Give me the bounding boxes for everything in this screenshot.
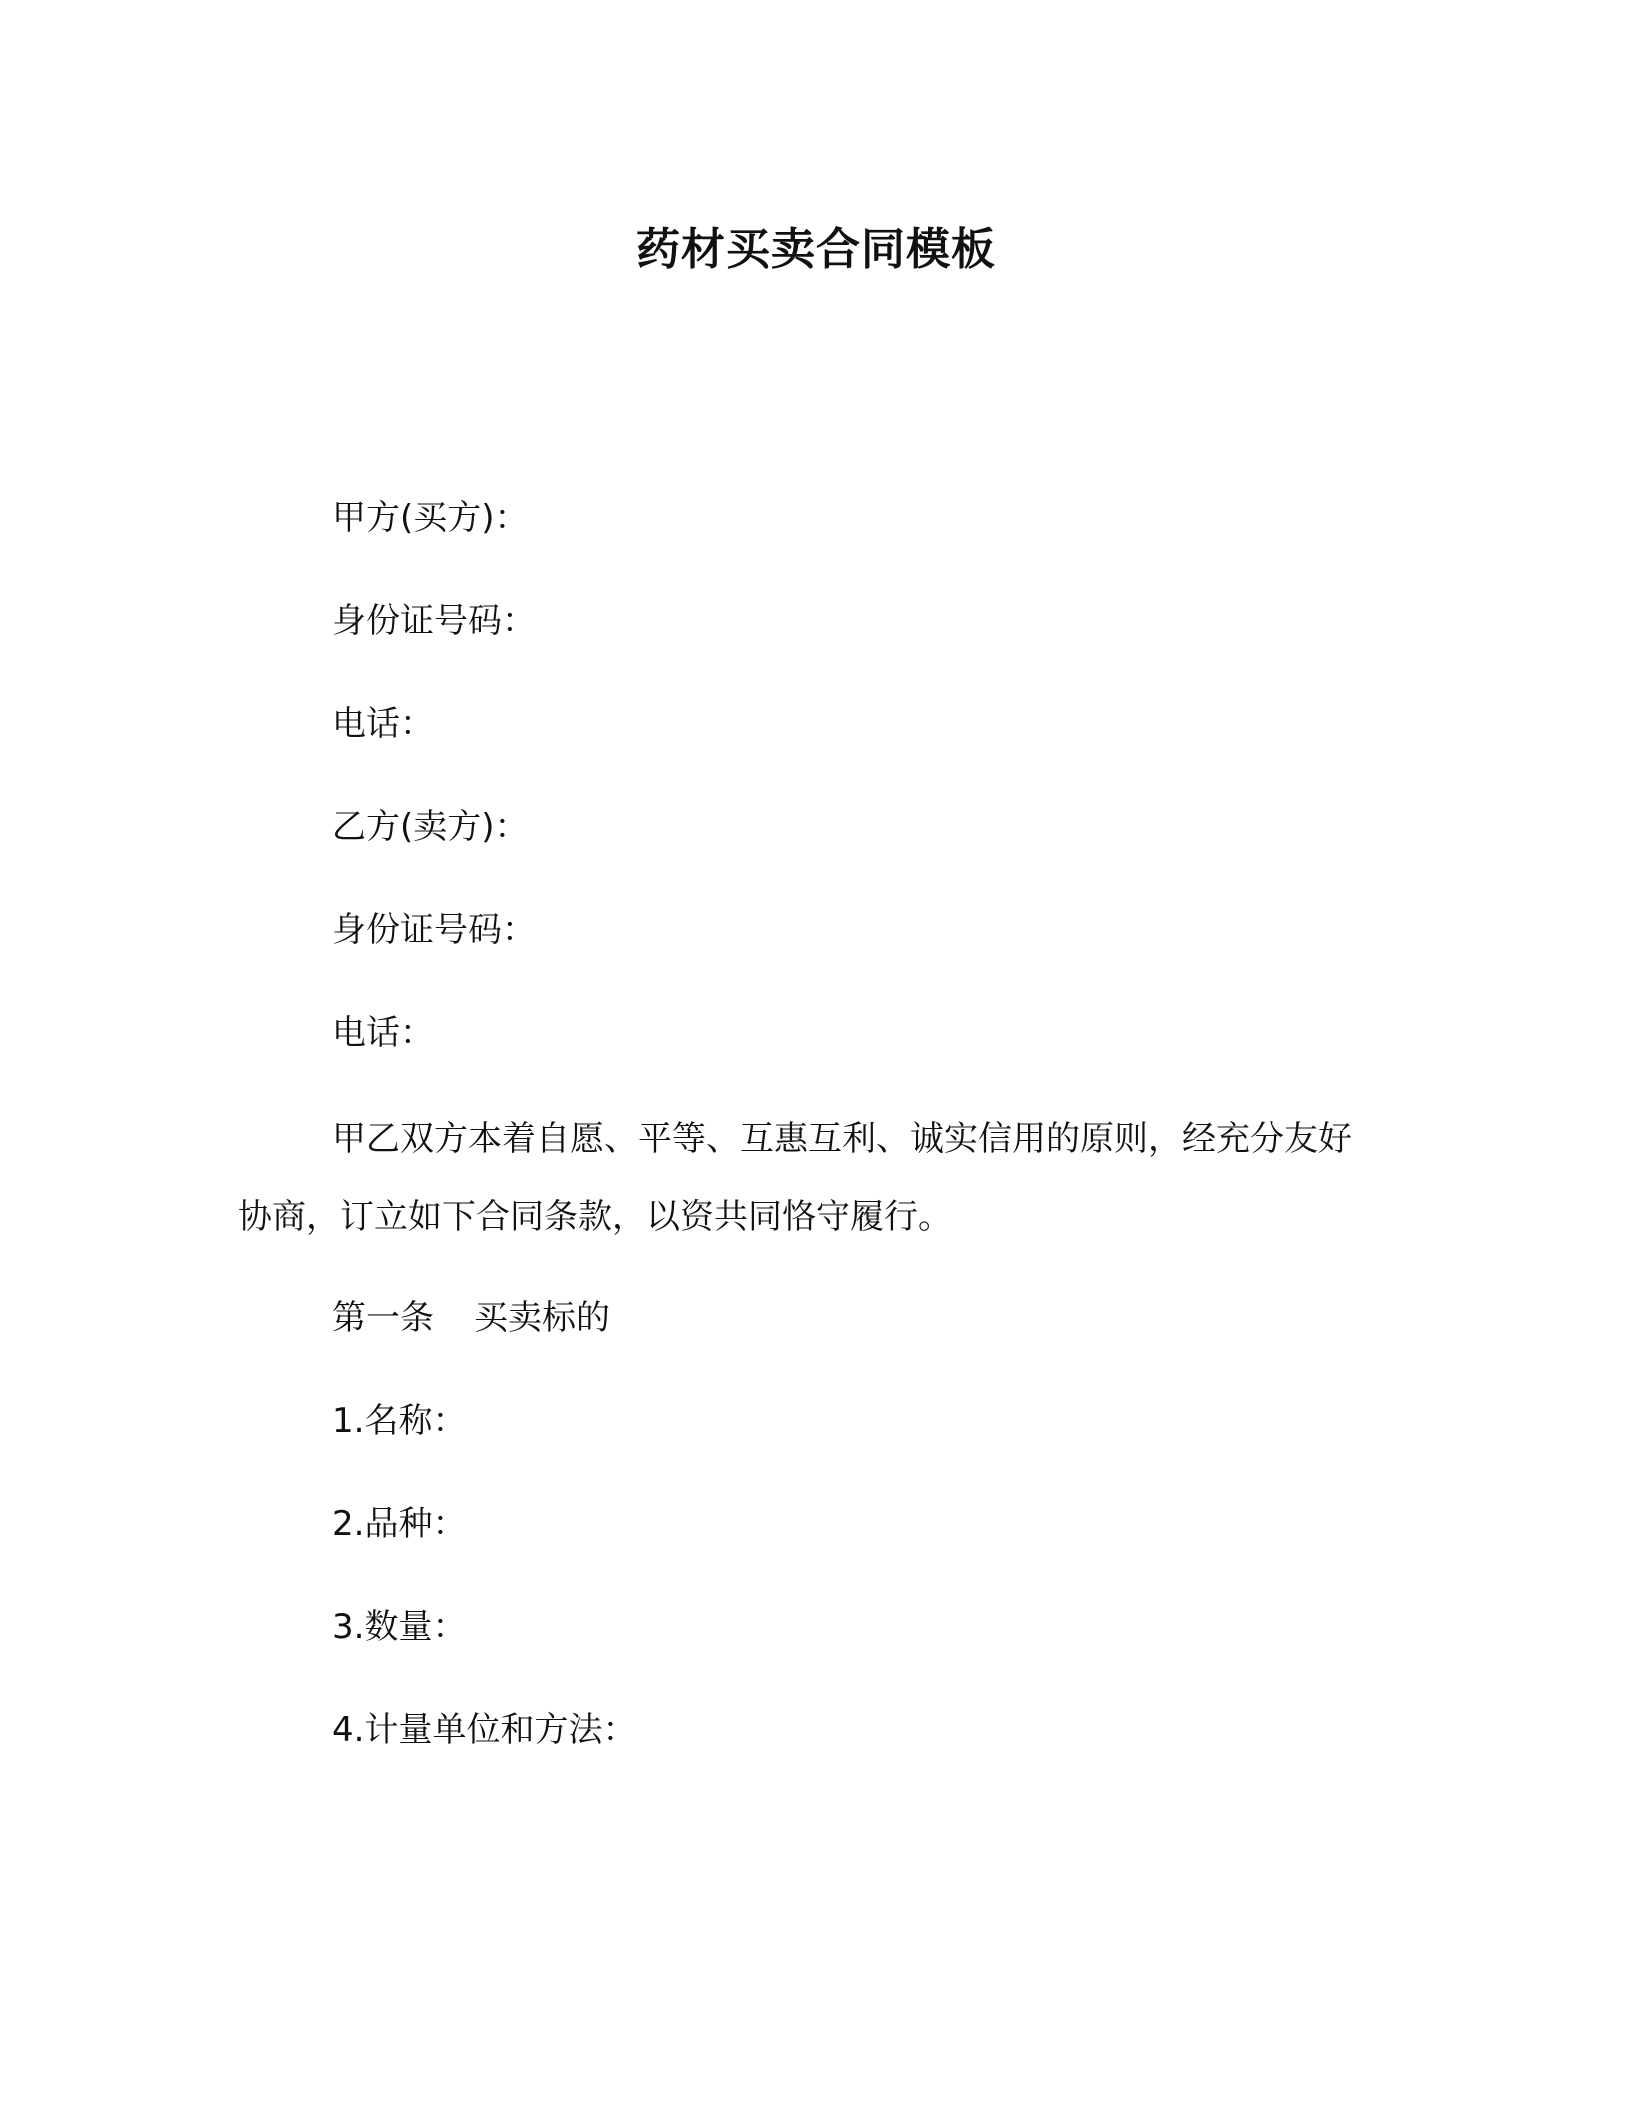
party-a-label: 甲方(买方)：: [332, 498, 529, 538]
item-quantity-label: 3.数量：: [332, 1607, 467, 1647]
party-b-id-label: 身份证号码：: [332, 910, 536, 950]
party-a-id-label: 身份证号码：: [332, 601, 536, 641]
document-title: 药材买卖合同模板: [636, 224, 996, 275]
article-1-title: 买卖标的: [474, 1298, 610, 1338]
item-name-label: 1.名称：: [332, 1401, 467, 1441]
party-b-label: 乙方(卖方)：: [332, 807, 529, 847]
party-b-phone-label: 电话：: [332, 1013, 434, 1053]
article-1-heading: [332, 1293, 610, 1343]
preamble-paragraph: 甲乙双方本着自愿、平等、互惠互利、诚实信用的原则，经充分友好协商，订立如下合同条款，以资共同恪守履行。: [238, 1119, 1352, 1237]
item-unit-method-label: 4.计量单位和方法：: [332, 1710, 637, 1750]
article-1-number: 第一条: [332, 1298, 434, 1338]
item-variety-label: 2.品种：: [332, 1504, 467, 1544]
party-a-phone-label: 电话：: [332, 704, 434, 744]
